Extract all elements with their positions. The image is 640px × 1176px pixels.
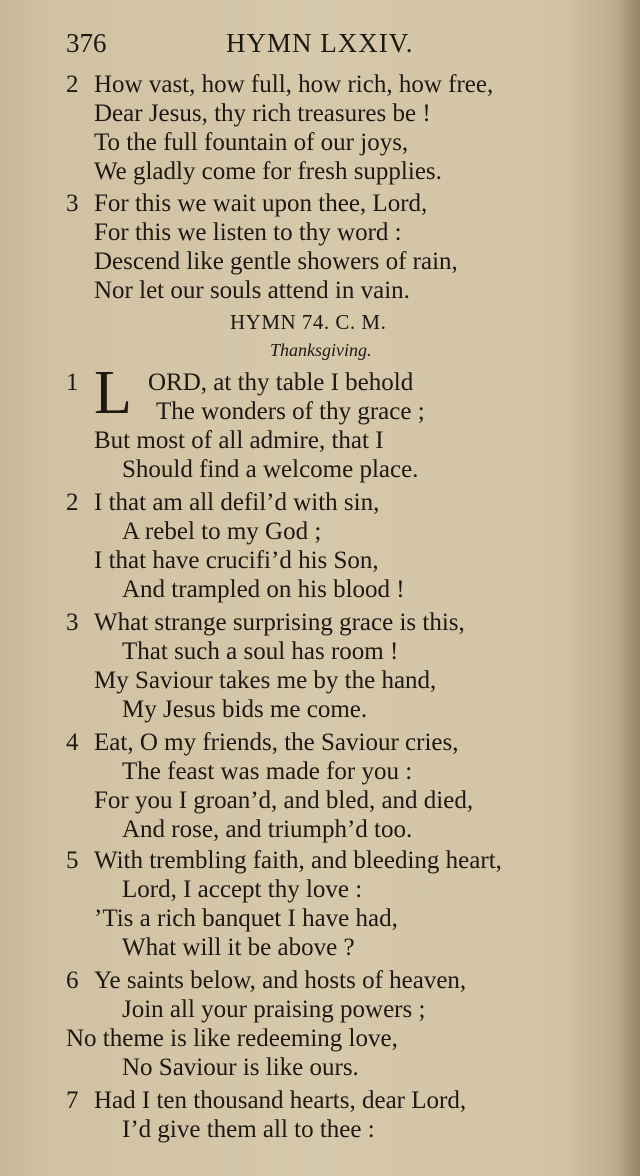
verse-line: Join all your praising powers ; <box>122 996 426 1023</box>
verse-line: Dear Jesus, thy rich treasures be ! <box>94 100 431 127</box>
running-title: HYMN LXXIV. <box>226 28 414 58</box>
verse-line: My Jesus bids me come. <box>122 696 368 723</box>
stanza-number: 4 <box>66 729 79 756</box>
verse-line: I’d give them all to thee : <box>122 1116 375 1143</box>
stanza-number: 6 <box>66 967 79 994</box>
verse-line: I that am all defil’d with sin, <box>94 489 380 516</box>
verse-line: How vast, how full, how rich, how free, <box>94 71 494 98</box>
hymn-title: HYMN 74. C. M. <box>230 310 387 334</box>
verse-line: I that have crucifi’d his Son, <box>94 547 379 574</box>
verse-line: My Saviour takes me by the hand, <box>94 667 437 694</box>
verse-line: The wonders of thy grace ; <box>156 398 425 425</box>
verse-line: That such a soul has room ! <box>122 638 399 665</box>
verse-line: But most of all admire, that I <box>94 427 384 454</box>
verse-line: ORD, at thy table I behold <box>148 369 414 396</box>
verse-line: With trembling faith, and bleeding heart, <box>94 847 502 874</box>
page-number: 376 <box>66 28 107 58</box>
stanza-number: 2 <box>66 489 79 516</box>
verse-line: What strange surprising grace is this, <box>94 609 465 636</box>
verse-line: The feast was made for you : <box>122 758 413 785</box>
verse-line: For this we wait upon thee, Lord, <box>94 190 428 217</box>
verse-line: No Saviour is like ours. <box>122 1054 359 1081</box>
verse-line: Ye saints below, and hosts of heaven, <box>94 967 467 994</box>
verse-line: And trampled on his blood ! <box>122 576 405 603</box>
verse-line: We gladly come for fresh supplies. <box>94 158 442 185</box>
verse-line: Eat, O my friends, the Saviour cries, <box>94 729 459 756</box>
stanza-number: 2 <box>66 71 79 98</box>
verse-line: What will it be above ? <box>122 934 355 961</box>
stanza-number: 7 <box>66 1087 79 1114</box>
verse-line: Should find a welcome place. <box>122 456 419 483</box>
verse-line: ’Tis a rich banquet I have had, <box>94 905 398 932</box>
stanza-number: 3 <box>66 190 79 217</box>
verse-line: For this we listen to thy word : <box>94 219 402 246</box>
page-header <box>0 28 640 68</box>
verse-line: Lord, I accept thy love : <box>122 876 363 903</box>
verse-line: A rebel to my God ; <box>122 518 322 545</box>
verse-line: To the full fountain of our joys, <box>94 129 409 156</box>
stanza-number: 5 <box>66 847 79 874</box>
hymn-subtitle: Thanksgiving. <box>270 340 372 360</box>
page-edge-shadow <box>618 0 640 1176</box>
verse-line: Descend like gentle showers of rain, <box>94 248 458 275</box>
stanza-number: 1 <box>66 369 79 396</box>
verse-line: For you I groan’d, and bled, and died, <box>94 787 474 814</box>
drop-cap: L <box>94 359 132 427</box>
stanza-number: 3 <box>66 609 79 636</box>
verse-line: And rose, and triumph’d too. <box>122 816 413 843</box>
verse-line: Nor let our souls attend in vain. <box>94 277 410 304</box>
verse-line: No theme is like redeeming love, <box>66 1025 398 1052</box>
verse-line: Had I ten thousand hearts, dear Lord, <box>94 1087 467 1114</box>
